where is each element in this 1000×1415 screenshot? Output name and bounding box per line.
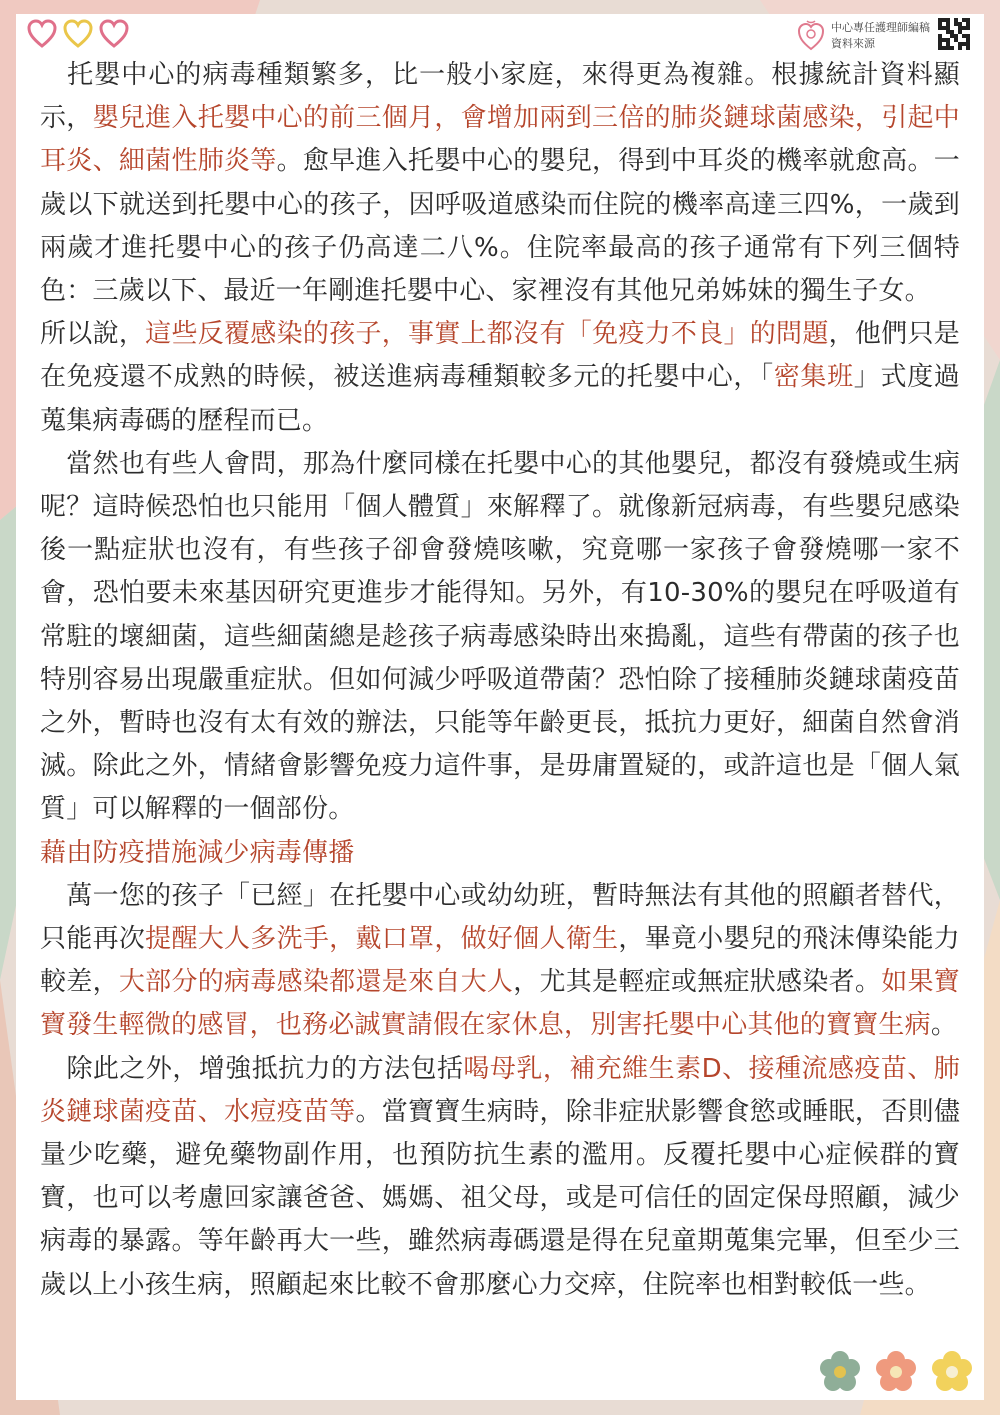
body-text: 」式度過蒐集病毒碼的歷程而已。 [40,362,960,436]
body-text: 。愈早進入托嬰中心的嬰兒，得到中耳炎的機率就愈高。一歲以下就送到托嬰中心的孩子，因呼吸道感染而住院的機率高達三四%，一歲到兩歲才進托嬰中心的孩子仍高達二八%。住院率最高的孩子通常有下列三個特色：三歲以下、最近一年剛進托嬰中心、家裡沒有其他兄弟姊妹的獨生子女。 [40,146,960,307]
body-text: ，畢竟小嬰兒的飛沫傳染能力較差， [40,924,960,998]
body-text: 。 [930,1010,958,1041]
body-text: 托嬰中心的病毒種類繁多，比一般小家庭，來得更為複雜。根據統計資料顯示， [40,60,960,134]
highlighted-text: 大部分的病毒感染都還是來自大人 [118,967,514,998]
highlighted-text: 嬰兒進入托嬰中心的前三個月，會增加兩到三倍的肺炎鏈球菌感染，引起中耳炎、細菌性肺炎等 [40,103,960,177]
section-heading [40,832,960,875]
highlighted-text: 密集班 [773,362,854,393]
article-body [40,54,960,1307]
body-text: 。當寶寶生病時，除非症狀影響食慾或睡眠，否則儘量少吃藥，避免藥物副作用，也預防抗生素的濫用。反覆托嬰中心症候群的寶寶，也可以考慮回家讓爸爸、媽媽、祖父母，或是可信任的固定保母照顧，減少病毒的暴露。等年齡再大一些，雖然病毒碼還是得在兒童期蒐集完畢，但至少三歲以上小孩生病，照顧起來比較不會那麼心力交瘁，住院率也相對較低一些。 [40,1096,961,1300]
flower-yellow-icon [928,1348,976,1396]
body-text: ，尤其是輕症或無症狀感染者。 [513,967,882,998]
header-credit [797,18,970,52]
heart-pink-icon [26,18,58,50]
paragraph [40,1048,960,1307]
highlighted-text: 這些反覆感染的孩子，事實上都沒有「免疫力不良」的問題 [145,319,829,350]
highlighted-text: 如果寶寶發生輕微的感冒，也務必誠實請假在家休息，別害托嬰中心其他的寶寶生病 [40,967,960,1041]
highlighted-text: 藉由防疫措施減少病毒傳播 [40,837,355,868]
heart-pink-icon [98,18,130,50]
highlighted-text: 提醒大人多洗手，戴口罩，做好個人衛生 [145,924,619,955]
hearts-decoration [26,18,130,50]
paragraph [40,54,960,313]
flowers-decoration [816,1348,976,1396]
body-text: 所以說， [40,319,146,350]
body-text: 當然也有些人會問，那為什麼同樣在托嬰中心的其他嬰兒，都沒有發燒或生病呢？這時候恐怕也只能用「個人體質」來解釋了。就像新冠病毒，有些嬰兒感染後一點症狀也沒有，有些孩子卻會發燒咳嗽，究竟哪一家孩子會發燒哪一家不會，恐怕要未來基因研究更進步才能得知。另外，有10-30%的嬰兒在呼吸道有常駐的壞細菌，這些細菌總是趁孩子病毒感染時出來搗亂，這些有帶菌的孩子也特別容易出現嚴重症狀。但如何減少呼吸道帶菌？恐怕除了接種肺炎鏈球菌疫苗之外，暫時也沒有太有效的辦法，只能等年齡更長，抵抗力更好，細菌自然會消滅。除此之外，情緒會影響免疫力這件事，是毋庸置疑的，或許這也是「個人氣質」可以解釋的一個部份。 [40,448,960,825]
paragraph [40,313,960,443]
header-note-line2: 資料來源 [831,37,875,50]
paragraph [40,443,960,832]
highlighted-text: 喝母乳，補充維生素D、接種流感疫苗、肺炎鏈球菌疫苗、水痘疫苗等 [40,1053,960,1127]
paragraph [40,875,960,1048]
header-note [831,20,930,52]
document-page [16,14,984,1400]
qr-code-icon[interactable] [938,18,970,50]
body-text: 除此之外，增強抵抗力的方法包括 [40,1053,464,1084]
heart-yellow-icon [62,18,94,50]
heart-baby-logo-icon [797,18,825,52]
body-text: ，他們只是在免疫還不成熟的時候，被送進病毒種類較多元的托嬰中心，「 [40,319,960,393]
header-note-line1: 中心專任護理師編稿 [831,21,930,34]
flower-green-icon [816,1348,864,1396]
body-text: 萬一您的孩子「已經」在托嬰中心或幼幼班，暫時無法有其他的照顧者替代，只能再次 [40,880,960,955]
flower-orange-icon [872,1348,920,1396]
